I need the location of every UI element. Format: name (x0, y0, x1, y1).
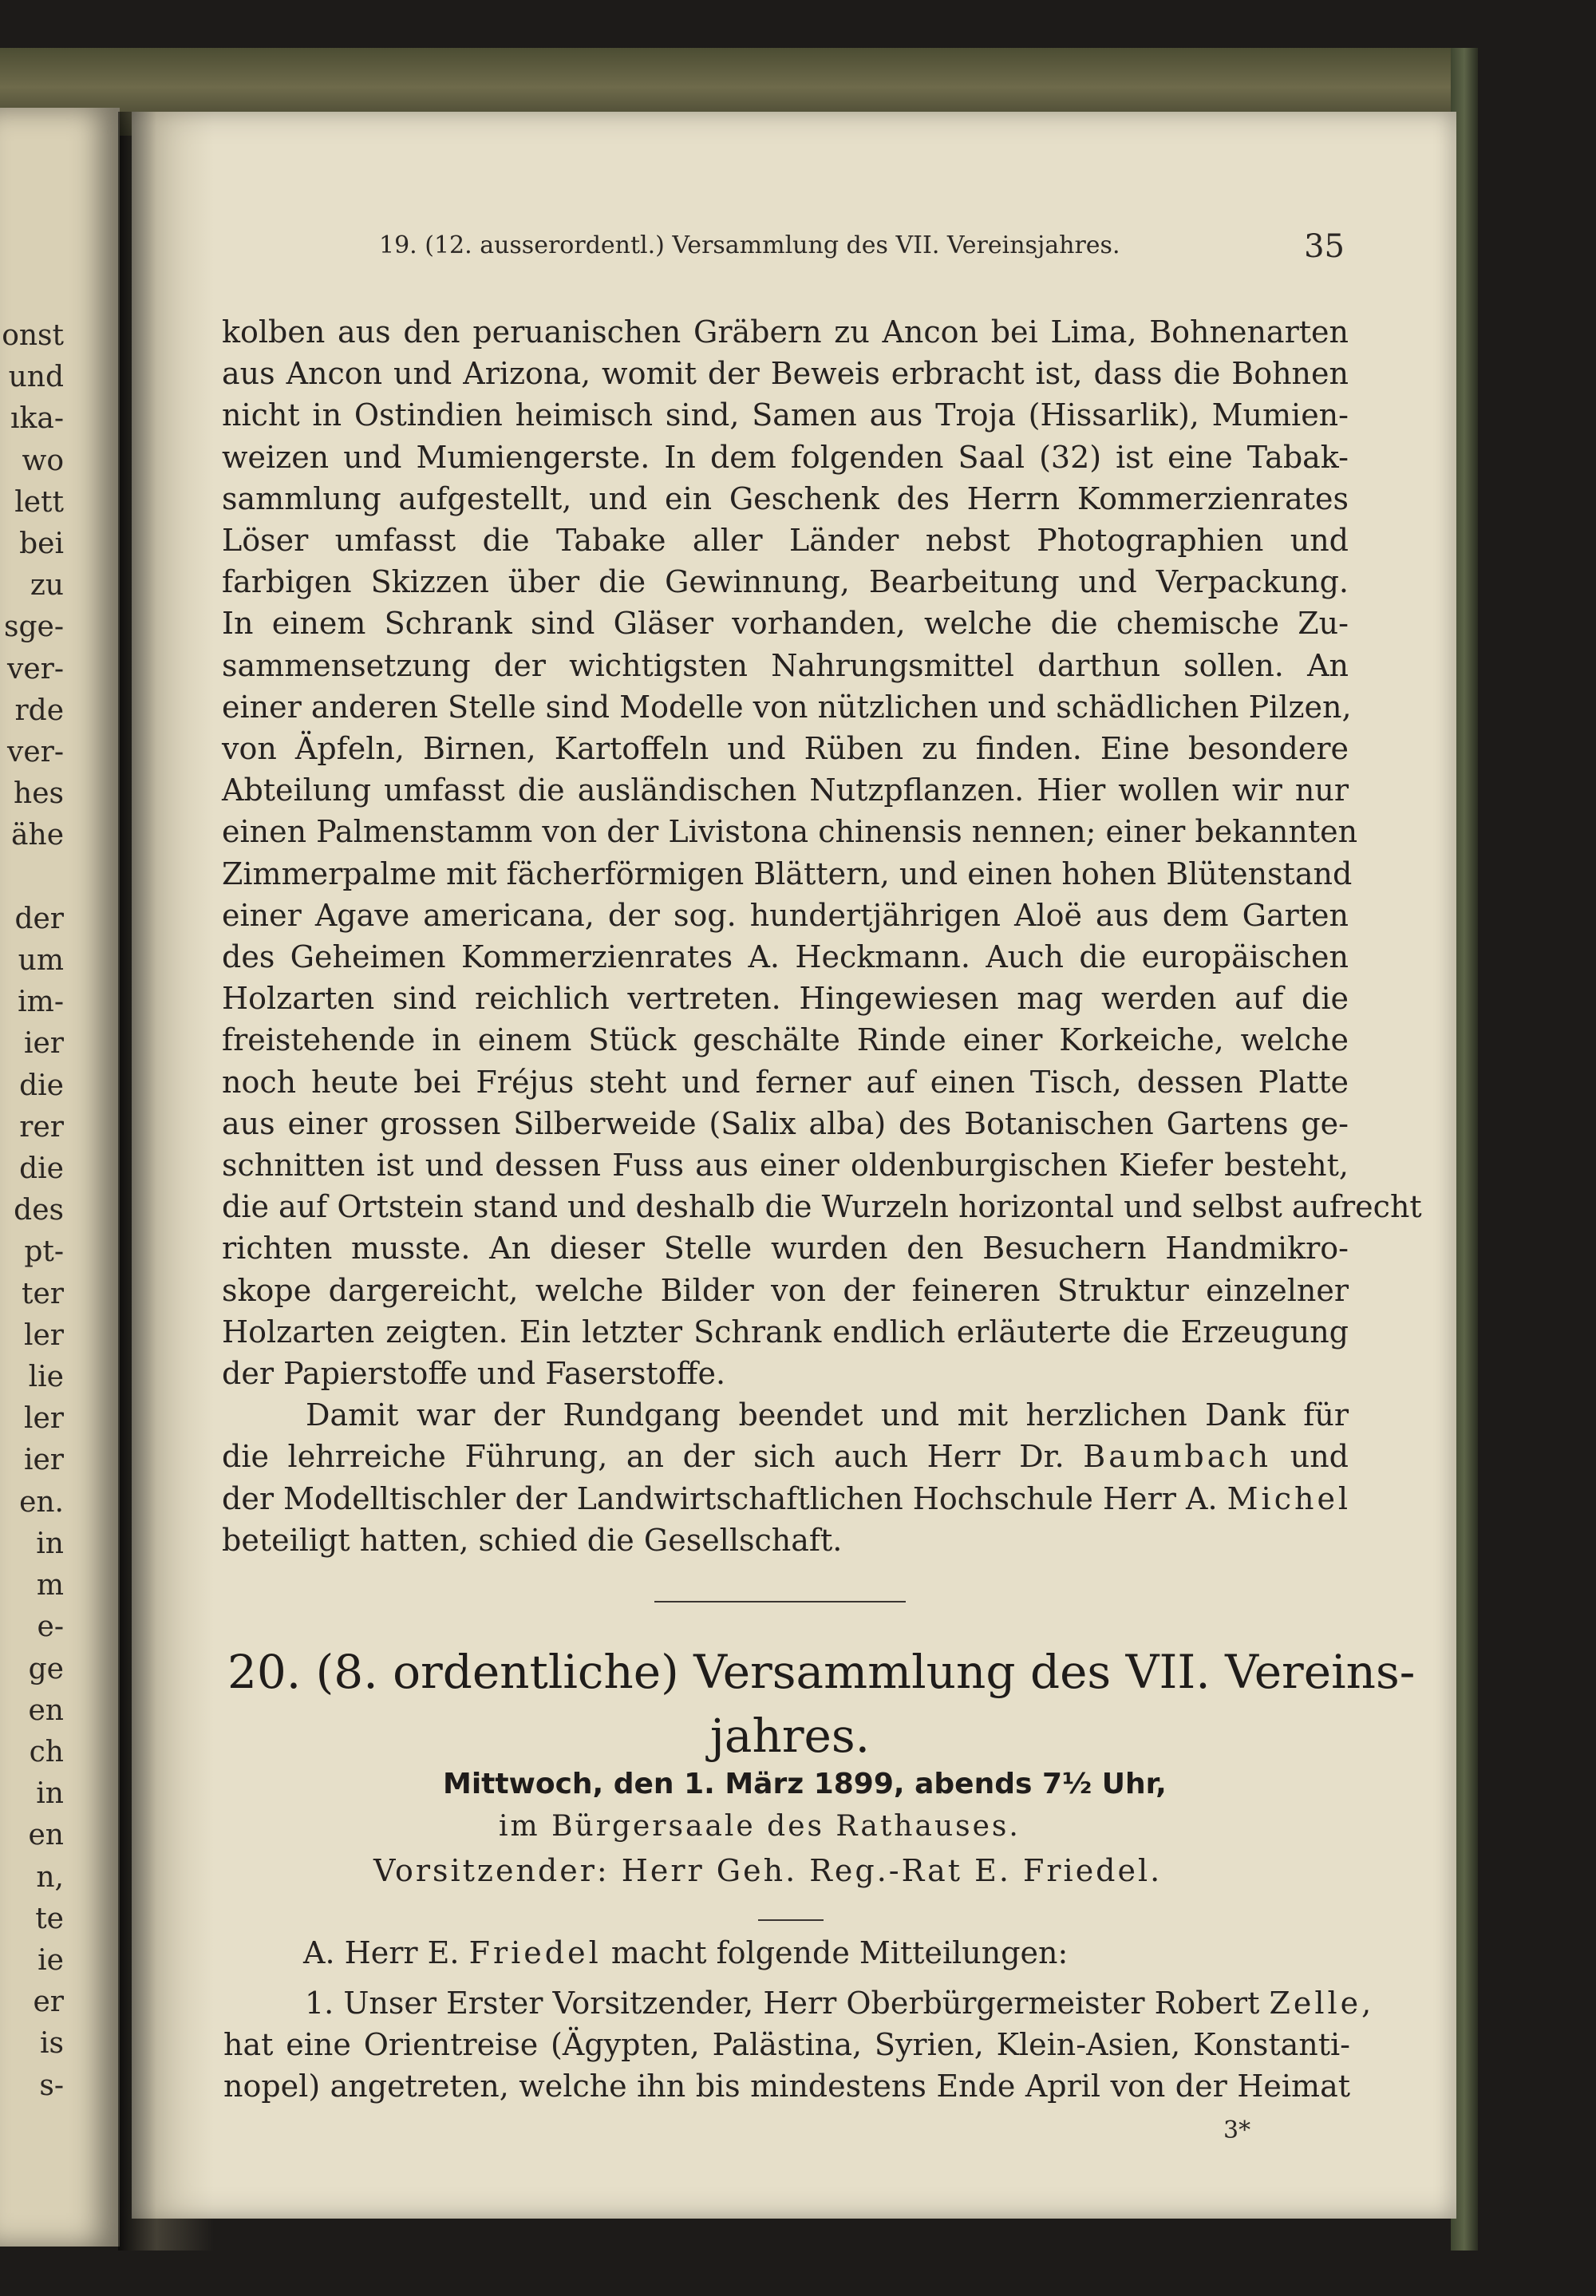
left-page-fragment: hes (14, 777, 64, 811)
left-page-fragment: in (36, 1777, 64, 1811)
person-name: Michel (1227, 1480, 1352, 1516)
left-page-fragment: die (19, 1152, 64, 1186)
left-page-fragment: pt- (24, 1235, 64, 1269)
left-page-fragment: s- (39, 2069, 64, 2102)
section-heading (227, 1640, 1416, 1768)
left-page-fragment: e- (37, 1610, 64, 1644)
paragraph-1-line: einer anderen Stelle sind Modelle von nützlichen und schädlichen Pilzen, (222, 689, 1352, 725)
left-page-fragment: ver- (6, 736, 64, 769)
left-page-fragment: ier (23, 1444, 64, 1477)
left-page-fragment: um (18, 944, 64, 978)
left-page-fragment: in (36, 1527, 64, 1560)
text-span: der Modelltischler der Landwirtschaftlichen Hochschule Herr A. (222, 1480, 1218, 1516)
paragraph-1-line: sammensetzung der wichtigsten Nahrungsmittel darthun sollen. An (222, 647, 1349, 683)
meeting-date: Mittwoch, den 1. März 1899, abends 7½ Uhr, (443, 1768, 1167, 1800)
paragraph-1-line: aus Ancon und Arizona, womit der Beweis erbracht ist, dass die Bohnen (222, 356, 1349, 392)
left-page-fragment: lett (14, 485, 64, 519)
left-page-fragment: im- (18, 986, 64, 1019)
left-page-fragment: des (14, 1194, 64, 1227)
numbered-item-1 (223, 1982, 1375, 2108)
paragraph-1-line: Abteilung umfasst die ausländischen Nutzpflanzen. Hier wollen wir nur (222, 773, 1349, 808)
body-text (222, 311, 1422, 1561)
paragraph-2-line: Damit war der Rundgang beendet und mit herzlichen Dank für (306, 1397, 1349, 1433)
paragraph-1-line: von Äpfeln, Birnen, Kartoffeln und Rüben zu finden. Eine besondere (222, 731, 1349, 767)
running-header (379, 228, 1345, 271)
text-span: 1. Unser Erster Vorsitzender, Herr Oberbürgermeister Robert (305, 1986, 1260, 2021)
left-page-fragment: ähe (11, 819, 64, 852)
meeting-chair: Vorsitzender: Herr Geh. Reg.-Rat E. Friedel. (373, 1853, 1163, 1888)
section-divider (654, 1601, 906, 1602)
left-page-fragment: ler (23, 1318, 64, 1352)
person-name: Friedel (468, 1935, 602, 1970)
page-number: 35 (1304, 228, 1345, 265)
left-page-text-fragments (0, 315, 64, 2107)
paragraph-2-line (222, 1436, 1349, 1477)
left-page-fragment: m (36, 1569, 64, 1602)
left-page-fragment: ch (29, 1735, 64, 1768)
text-span: die lehrreiche Führung, an der sich auch Herr Dr. (222, 1439, 1065, 1475)
left-page-fragment: er (33, 1986, 64, 2019)
left-page-fragment: ler (23, 1402, 64, 1436)
agenda-label: A. (303, 1935, 335, 1970)
paragraph-1-line: kolben aus den peruanischen Gräbern zu Ancon bei Lima, Bohnenarten (222, 314, 1349, 350)
left-page-fragment: ie (38, 1943, 64, 1977)
left-page-fragment: is (40, 2027, 64, 2061)
left-page-fragment: te (35, 1902, 64, 1935)
paragraph-1-line: richten musste. An dieser Stelle wurden den Besuchern Handmikro- (222, 1231, 1349, 1267)
paragraph-1-line: des Geheimen Kommerzienrates A. Heckmann. Auch die europäischen (222, 939, 1349, 975)
signature-mark: 3* (1223, 2116, 1251, 2144)
paragraph-2-line (222, 1478, 1352, 1519)
paragraph-1-line: der Papierstoffe und Faserstoffe. (222, 1356, 726, 1392)
paragraph-1-line: freistehende in einem Stück geschälte Rinde einer Korkeiche, welche (222, 1022, 1349, 1058)
left-page-fragment (0, 857, 64, 899)
left-page-fragment: en (28, 1693, 64, 1727)
short-divider (758, 1919, 824, 1921)
running-header-title: 19. (12. ausserordentl.) Versammlung des VII. Vereinsjahres. (379, 231, 1120, 259)
paragraph-1-line: sammlung aufgestellt, und ein Geschenk des Herrn Kommerzienrates (222, 480, 1349, 516)
item-line (223, 1982, 1375, 2024)
left-page-fragment: ver- (6, 652, 64, 686)
item-line: hat eine Orientreise (Ägypten, Palästina, Syrien, Klein-Asien, Konstanti- (223, 2027, 1350, 2063)
paragraph-2-line: beteiligt hatten, schied die Gesellschaft. (222, 1522, 843, 1558)
paragraph-2 (222, 1394, 1352, 1561)
paragraph-1-line: weizen und Mumiengerste. In dem folgenden Saal (32) ist eine Tabak- (222, 439, 1349, 475)
paragraph-1-line: skope dargereicht, welche Bilder von der feineren Struktur einzelner (222, 1272, 1349, 1308)
left-page-fragment: rde (14, 694, 64, 727)
paragraph-1-line: farbigen Skizzen über die Gewinnung, Bearbeitung und Verpackung. (222, 564, 1349, 600)
left-page-fragment: ier (23, 1027, 64, 1061)
agenda-item-a (303, 1935, 1068, 1970)
left-page-fragment: sge- (4, 611, 64, 644)
text-span: macht folgende Mitteilungen: (610, 1935, 1069, 1970)
left-page-fragment: en (28, 1819, 64, 1852)
paragraph-1-line: Löser umfasst die Tabake aller Länder nebst Photographien und (222, 523, 1349, 559)
section-heading-line: 20. (8. ordentliche) Versammlung des VII. Vereins- (227, 1645, 1416, 1699)
left-page-fragment: ter (22, 1277, 64, 1310)
paragraph-1-line: einer Agave americana, der sog. hundertjährigen Aloë aus dem Garten (222, 897, 1349, 933)
paragraph-1-line: die auf Ortstein stand und deshalb die Wurzeln horizontal und selbst aufrecht (222, 1189, 1422, 1225)
left-page-fragment: und (8, 361, 64, 394)
left-page-fragment: die (19, 1069, 64, 1102)
left-page-fragment: wo (22, 444, 64, 477)
section-heading-line: jahres. (709, 1709, 871, 1763)
person-name: Baumbach (1083, 1439, 1272, 1475)
paragraph-1-line: Holzarten zeigten. Ein letzter Schrank endlich erläuterte die Erzeugung (222, 1314, 1349, 1350)
left-page-fragment: zu (30, 569, 64, 603)
book-gutter (118, 112, 214, 2251)
left-page-fragment: der (14, 902, 64, 935)
meeting-location: im Bürgersaale des Rathauses. (499, 1810, 1021, 1843)
left-page-fragment: n, (36, 1860, 64, 1894)
paragraph-1-line: noch heute bei Fréjus steht und ferner auf einen Tisch, dessen Platte (222, 1064, 1349, 1100)
left-page-fragment: onst (2, 319, 64, 352)
item-line: nopel) angetreten, welche ihn bis mindestens Ende April von der Heimat (223, 2069, 1350, 2104)
paragraph-1-line: aus einer grossen Silberweide (Salix alba) des Botanischen Gartens ge- (222, 1105, 1349, 1141)
left-page (0, 108, 120, 2247)
paragraph-1 (222, 311, 1422, 1394)
paragraph-1-line: schnitten ist und dessen Fuss aus einer oldenburgischen Kiefer besteht, (222, 1148, 1349, 1184)
paragraph-1-line: einen Palmenstamm von der Livistona chinensis nennen; einer bekannten (222, 814, 1358, 850)
left-page-fragment: rer (19, 1110, 64, 1144)
paragraph-1-line: Zimmerpalme mit fächerförmigen Blättern, und einen hohen Blütenstand (222, 856, 1353, 891)
left-page-fragment: ge (28, 1652, 64, 1685)
left-page-fragment: ıka- (10, 402, 64, 436)
left-page-fragment: lie (28, 1361, 64, 1394)
person-name: Zelle, (1269, 1986, 1375, 2021)
paragraph-1-line: In einem Schrank sind Gläser vorhanden, welche die chemische Zu- (222, 606, 1349, 642)
paragraph-1-line: nicht in Ostindien heimisch sind, Samen aus Troja (Hissarlik), Mumien- (222, 397, 1349, 433)
text-span: und (1290, 1439, 1349, 1475)
left-page-fragment: bei (19, 528, 64, 561)
text-span: Herr E. (344, 1935, 460, 1970)
left-page-fragment: en. (19, 1485, 64, 1519)
paragraph-1-line: Holzarten sind reichlich vertreten. Hingewiesen mag werden auf die (222, 981, 1349, 1017)
